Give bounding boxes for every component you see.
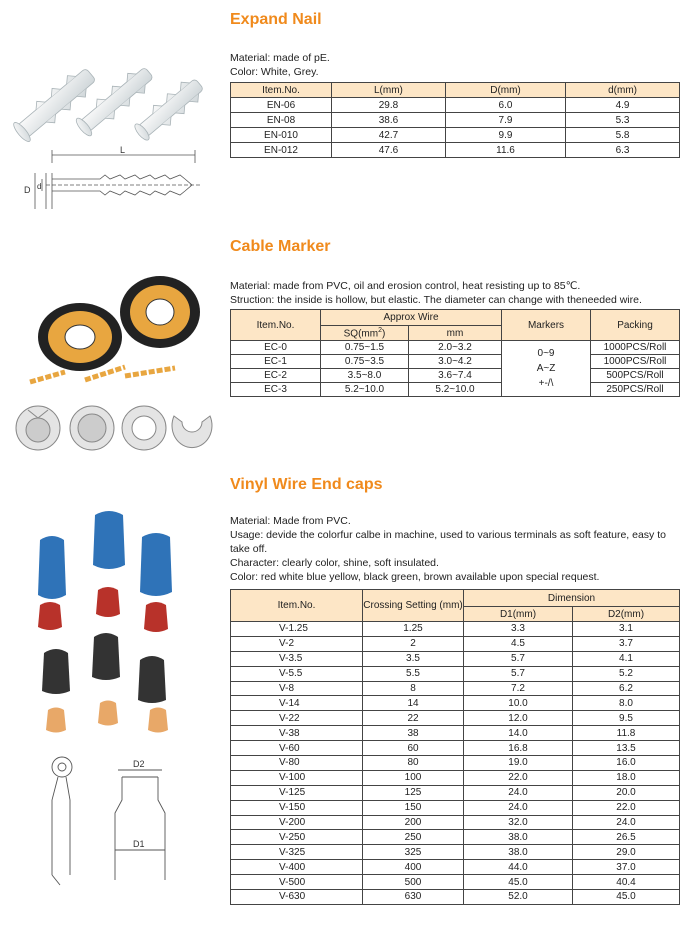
- label-d: d: [37, 182, 42, 191]
- markers-cell: [502, 341, 591, 397]
- cell: EC-2: [231, 369, 321, 383]
- cell: 18.0: [573, 770, 680, 785]
- label-D2: D2: [133, 759, 145, 769]
- table-row: [231, 741, 680, 756]
- cell: V-125: [231, 785, 363, 800]
- table-row: [231, 800, 680, 815]
- table-row: [231, 815, 680, 830]
- cell: 3.5: [363, 651, 464, 666]
- cell: 1.25: [363, 622, 464, 637]
- cell: 5.3: [566, 113, 680, 128]
- cell: 52.0: [464, 890, 573, 905]
- expand-nail-title: Expand Nail: [230, 11, 322, 28]
- cell: EC-0: [231, 341, 321, 355]
- cell: 45.0: [573, 890, 680, 905]
- cell: 6.2: [573, 681, 680, 696]
- cell: 3.3: [464, 622, 573, 637]
- cell: V-1.25: [231, 622, 363, 637]
- cell: 16.8: [464, 741, 573, 756]
- cell: EN-012: [231, 143, 332, 158]
- col-header: Packing: [591, 310, 680, 341]
- cell: EC-1: [231, 355, 321, 369]
- cell: EN-010: [231, 128, 332, 143]
- cell: 3.1: [573, 622, 680, 637]
- col-header: Item.No.: [231, 590, 363, 622]
- cell: 38.0: [464, 845, 573, 860]
- cell: 38: [363, 726, 464, 741]
- table-row: [231, 128, 680, 143]
- cell: 44.0: [464, 860, 573, 875]
- cell: 29.0: [573, 845, 680, 860]
- vinyl-caps-table: [230, 589, 680, 905]
- cell: V-38: [231, 726, 363, 741]
- cell: 45.0: [464, 875, 573, 890]
- cell: 32.0: [464, 815, 573, 830]
- cell: 5.8: [566, 128, 680, 143]
- cell: 37.0: [573, 860, 680, 875]
- cell: V-22: [231, 711, 363, 726]
- desc-line: Struction: the inside is hollow, but elastic. The diameter can change with theneeded wire.: [230, 294, 642, 306]
- cell: 125: [363, 785, 464, 800]
- table-row: [231, 845, 680, 860]
- table-row: [231, 355, 680, 369]
- cell: 38.0: [464, 830, 573, 845]
- marker-line: 0~9: [537, 348, 555, 359]
- cell: V-325: [231, 845, 363, 860]
- cell: 5.7: [464, 666, 573, 681]
- table-row: [231, 143, 680, 158]
- table-row: [231, 622, 680, 637]
- expand-nail-table: [230, 82, 680, 158]
- table-row: [231, 711, 680, 726]
- cell: 0.75~3.5: [321, 355, 409, 369]
- sq-superscript: 2: [378, 326, 382, 334]
- label-L: L: [120, 145, 126, 155]
- table-row: [231, 681, 680, 696]
- table-row: [231, 785, 680, 800]
- cell: 7.2: [464, 681, 573, 696]
- cell: 100: [363, 770, 464, 785]
- cell: 9.5: [573, 711, 680, 726]
- cell: 11.6: [445, 143, 565, 158]
- cell: V-80: [231, 756, 363, 771]
- cell: 4.1: [573, 651, 680, 666]
- expand-nail-photo: [12, 42, 212, 147]
- cell: 22: [363, 711, 464, 726]
- cell: 38.6: [332, 113, 446, 128]
- cell: 40.4: [573, 875, 680, 890]
- sq-close: ): [382, 328, 386, 340]
- col-header: Item.No.: [231, 310, 321, 341]
- cell: 16.0: [573, 756, 680, 771]
- sq-label: SQ(mm: [343, 328, 379, 340]
- table-row: [231, 770, 680, 785]
- table-row: [231, 860, 680, 875]
- cell: 13.5: [573, 741, 680, 756]
- table-row: [231, 666, 680, 681]
- cell: 12.0: [464, 711, 573, 726]
- cell: 630: [363, 890, 464, 905]
- cell: 5.2~10.0: [409, 383, 502, 397]
- cell: EN-06: [231, 98, 332, 113]
- cable-marker-description: [230, 279, 685, 307]
- cell: 29.8: [332, 98, 446, 113]
- col-header: Markers: [502, 310, 591, 341]
- expand-nail-description: [230, 51, 685, 79]
- table-row: [231, 636, 680, 651]
- table-row: [231, 890, 680, 905]
- cell: 19.0: [464, 756, 573, 771]
- cell: 3.5~8.0: [321, 369, 409, 383]
- cell: 8.0: [573, 696, 680, 711]
- cell: V-3.5: [231, 651, 363, 666]
- col-header: Approx Wire: [321, 310, 502, 326]
- table-row: [231, 98, 680, 113]
- cell: 150: [363, 800, 464, 815]
- cell: 22.0: [464, 770, 573, 785]
- cell: 6.3: [566, 143, 680, 158]
- col-header: D1(mm): [464, 607, 573, 622]
- cell: 8: [363, 681, 464, 696]
- desc-line: Color: red white blue yellow, black green, brown available upon special request.: [230, 571, 600, 583]
- cell: EC-3: [231, 383, 321, 397]
- vinyl-caps-diagram: [30, 755, 190, 890]
- cell: 5.2: [573, 666, 680, 681]
- cell: V-2: [231, 636, 363, 651]
- cell: V-200: [231, 815, 363, 830]
- col-header: Item.No.: [231, 83, 332, 98]
- cell: 4.5: [464, 636, 573, 651]
- cell: 26.5: [573, 830, 680, 845]
- cell: 400: [363, 860, 464, 875]
- cell: V-150: [231, 800, 363, 815]
- cell: 80: [363, 756, 464, 771]
- col-header: L(mm): [332, 83, 446, 98]
- vinyl-caps-photo: [30, 505, 190, 755]
- cell: 2: [363, 636, 464, 651]
- marker-line: +-/\: [538, 378, 554, 389]
- vinyl-caps-description: [230, 514, 685, 584]
- label-D1: D1: [133, 839, 145, 849]
- cell: 3.0~4.2: [409, 355, 502, 369]
- cell: V-60: [231, 741, 363, 756]
- table-row: [231, 830, 680, 845]
- cell: 4.9: [566, 98, 680, 113]
- cell: 24.0: [464, 785, 573, 800]
- cell: V-250: [231, 830, 363, 845]
- cell: 5.2~10.0: [321, 383, 409, 397]
- cell: 20.0: [573, 785, 680, 800]
- table-row: [231, 875, 680, 890]
- cell: 1000PCS/Roll: [591, 355, 680, 369]
- cell: 3.6~7.4: [409, 369, 502, 383]
- desc-line: Material: made of pE.: [230, 52, 330, 64]
- cell: 47.6: [332, 143, 446, 158]
- cell: 5.7: [464, 651, 573, 666]
- cell: V-14: [231, 696, 363, 711]
- cable-marker-cross-sections: [8, 402, 213, 454]
- cell: 24.0: [573, 815, 680, 830]
- cell: 500: [363, 875, 464, 890]
- cell: 24.0: [464, 800, 573, 815]
- cell: 500PCS/Roll: [591, 369, 680, 383]
- desc-line: Character: clearly color, shine, soft insulated.: [230, 557, 439, 569]
- table-row: [231, 113, 680, 128]
- cell: 14: [363, 696, 464, 711]
- col-header: D2(mm): [573, 607, 680, 622]
- col-header: Dimension: [464, 590, 680, 607]
- cell: 250PCS/Roll: [591, 383, 680, 397]
- cell: V-400: [231, 860, 363, 875]
- col-header: d(mm): [566, 83, 680, 98]
- cell: 9.9: [445, 128, 565, 143]
- cell: V-100: [231, 770, 363, 785]
- desc-line: Material: Made from PVC.: [230, 515, 351, 527]
- desc-line: Material: made from PVC, oil and erosion control, heat resisting up to 85℃.: [230, 280, 581, 292]
- table-row: [231, 651, 680, 666]
- table-row: [231, 341, 680, 355]
- cell: 0.75~1.5: [321, 341, 409, 355]
- cell: 11.8: [573, 726, 680, 741]
- table-row: [231, 756, 680, 771]
- table-row: [231, 696, 680, 711]
- cell: V-500: [231, 875, 363, 890]
- vinyl-caps-title: Vinyl Wire End caps: [230, 476, 383, 493]
- cell: 6.0: [445, 98, 565, 113]
- cell: 2.0~3.2: [409, 341, 502, 355]
- cell: 60: [363, 741, 464, 756]
- cell: 10.0: [464, 696, 573, 711]
- cell: 250: [363, 830, 464, 845]
- desc-line: Color: White, Grey.: [230, 66, 319, 78]
- col-header: mm: [409, 326, 502, 341]
- cable-marker-table: [230, 309, 680, 397]
- cell: 3.7: [573, 636, 680, 651]
- cell: V-5.5: [231, 666, 363, 681]
- col-header: D(mm): [445, 83, 565, 98]
- cell: EN-08: [231, 113, 332, 128]
- expand-nail-diagram: [10, 145, 210, 220]
- table-row: [231, 383, 680, 397]
- cable-marker-photo: [25, 272, 210, 392]
- cable-marker-title: Cable Marker: [230, 238, 331, 255]
- cell: V-630: [231, 890, 363, 905]
- label-D: D: [24, 185, 31, 195]
- cell: 5.5: [363, 666, 464, 681]
- cell: V-8: [231, 681, 363, 696]
- cell: 42.7: [332, 128, 446, 143]
- cell: 22.0: [573, 800, 680, 815]
- marker-line: A~Z: [536, 363, 556, 374]
- cell: 325: [363, 845, 464, 860]
- cell: 200: [363, 815, 464, 830]
- col-header-sq: [321, 326, 409, 341]
- col-header: Crossing Setting (mm): [363, 590, 464, 622]
- desc-line: Usage: devide the colorfur calbe in machine, used to various terminals as soft feature, easy to take off.: [230, 529, 666, 555]
- table-row: [231, 369, 680, 383]
- cell: 7.9: [445, 113, 565, 128]
- table-row: [231, 726, 680, 741]
- cell: 1000PCS/Roll: [591, 341, 680, 355]
- cell: 14.0: [464, 726, 573, 741]
